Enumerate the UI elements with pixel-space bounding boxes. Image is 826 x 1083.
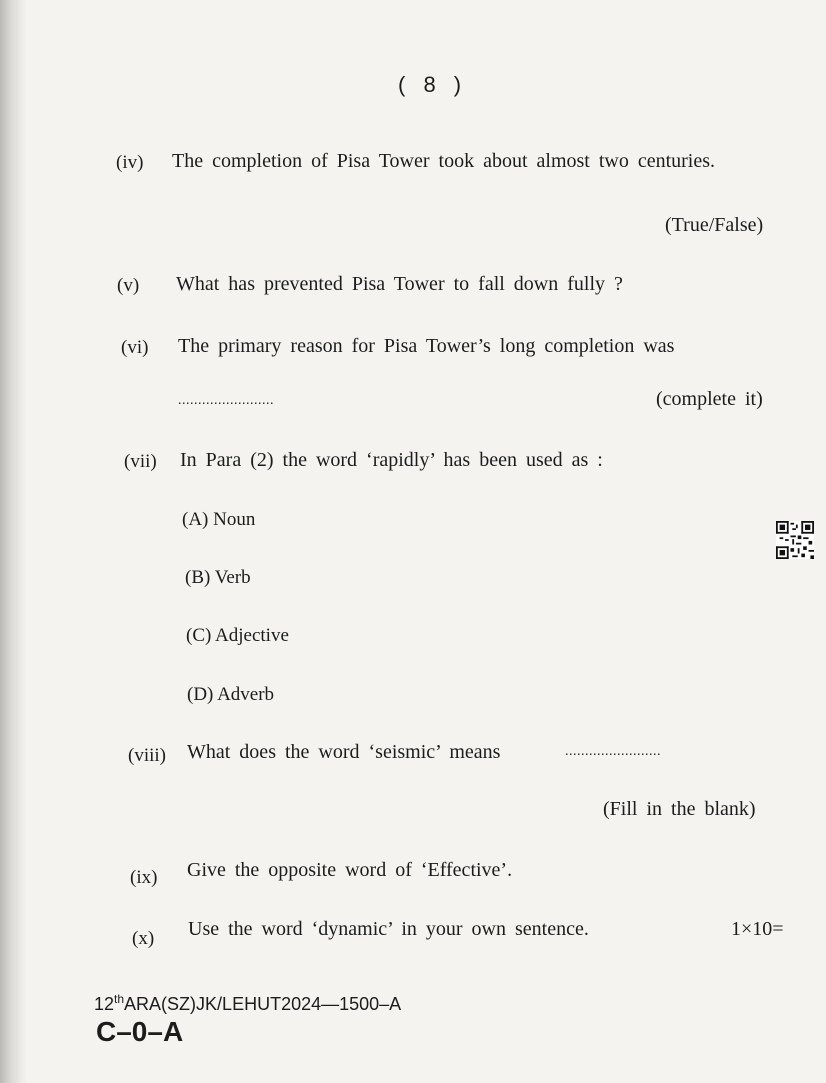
option-b: (B) Verb — [185, 567, 251, 588]
question-number: (viii) — [128, 745, 166, 766]
question-text: The primary reason for Pisa Tower’s long completion was — [178, 335, 675, 357]
question-number: (vii) — [124, 451, 157, 472]
qr-code-icon — [776, 521, 814, 559]
answer-blank: ........................ — [178, 393, 274, 408]
option-d: (D) Adverb — [187, 684, 275, 705]
option-c: (C) Adjective — [186, 625, 289, 646]
question-number: (v) — [117, 275, 140, 296]
question-text: What does the word ‘seismic’ means — [187, 741, 501, 763]
question-text: Use the word ‘dynamic’ in your own sentence. — [188, 918, 589, 940]
question-text: What has prevented Pisa Tower to fall down fully ? — [176, 273, 623, 295]
question-instruction: (True/False) — [665, 214, 764, 236]
question-number: (vi) — [121, 337, 149, 358]
marks-label: 1×10= — [731, 918, 784, 940]
question-number: (ix) — [130, 867, 158, 888]
question-instruction: (complete it) — [656, 388, 763, 410]
page-edge-shadow — [0, 0, 26, 1083]
paper-code: 12thARA(SZ)JK/LEHUT2024—1500–A — [94, 992, 402, 1014]
question-instruction: (Fill in the blank) — [603, 798, 756, 820]
question-text: The completion of Pisa Tower took about almost two centuries. — [172, 150, 716, 172]
paper-set-code: C–0–A — [96, 1016, 184, 1047]
question-text: In Para (2) the word ‘rapidly’ has been used as : — [180, 449, 603, 471]
answer-blank: ........................ — [565, 744, 661, 759]
question-number: (x) — [132, 928, 155, 949]
page-number: ( 8 ) — [398, 72, 462, 97]
question-number: (iv) — [116, 152, 144, 173]
option-a: (A) Noun — [182, 509, 256, 530]
question-text: Give the opposite word of ‘Effective’. — [187, 859, 513, 881]
